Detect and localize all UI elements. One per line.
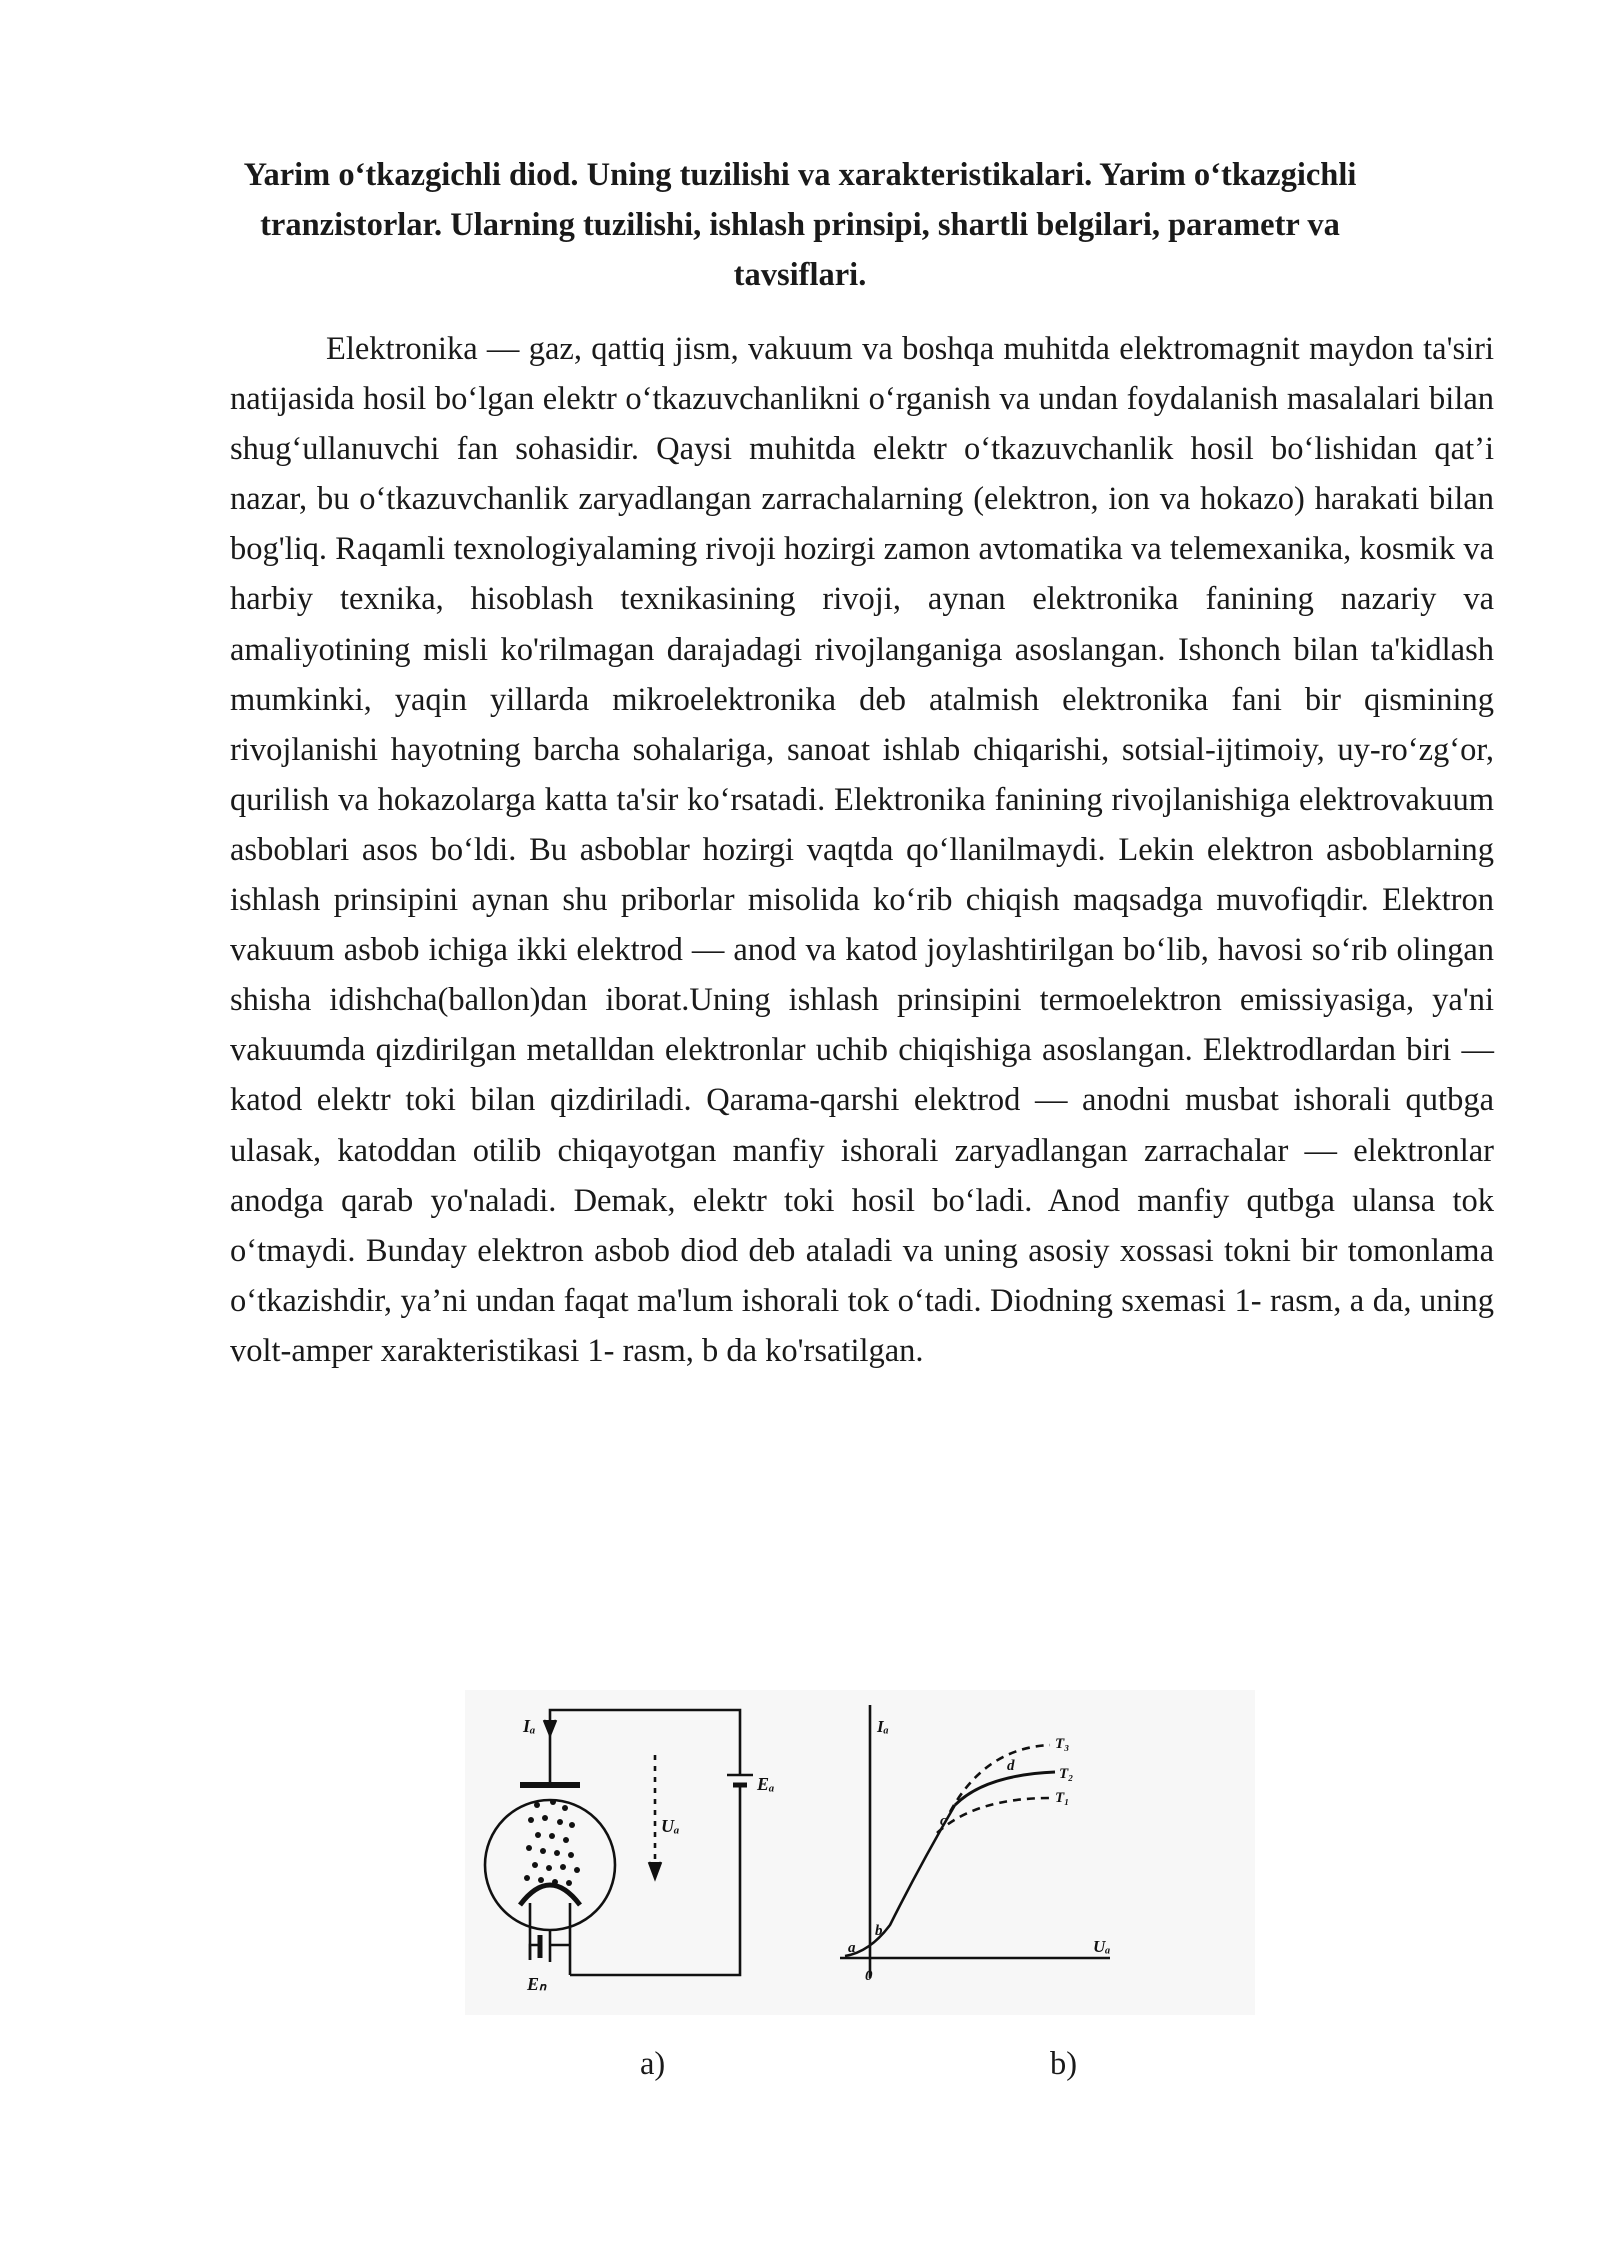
- graph-label-ua: Uₐ: [1093, 1937, 1111, 1956]
- circuit-label-en: Eₙ: [527, 1974, 547, 1994]
- diode-figure: [465, 1690, 1255, 2015]
- curve-rise: [845, 1805, 955, 1956]
- return-wire: [595, 1785, 740, 1975]
- ia-arrow: [544, 1720, 556, 1735]
- figure-caption-a: a): [640, 2046, 666, 2082]
- body-paragraph: Elektronika — gaz, qattiq jism, vakuum va boshqa muhitda elektromagnit maydon ta'siri natijasida hosil bo‘lgan elektr o‘tkazuvchanlikni o‘rganish va undan foydalanish masalalari bilan shug‘ullanuvchi fan sohasidir. Qaysi muhitda elektr o‘tkazuvchanlik hosil bo‘lishidan qat’i nazar, bu o‘tkazuvchanlik zaryadlangan zarrachalarning (elektron, ion va hokazo) harakati bilan bog'liq. Raqamli texnologiyalaming rivoji hozirgi zamon avtomatika va telemexanika, kosmik va harbiy texnika, hisoblash texnikasining rivoji, aynan elektronika fanining nazariy va amaliyotining misli ko'rilmagan darajadagi rivojlanganiga asoslangan. Ishonch bilan ta'kidlash mumkinki, yaqin yillarda mikroelektronika deb atalmish elektronika fani bir qismining rivojlanishi hayotning barcha sohalariga, sanoat ishlab chiqarishi, sotsial-ijtimoiy, uy-ro‘zg‘or, qurilish va hokazolarga katta ta'sir ko‘rsatadi. Elektronika fanining rivojlanishiga elektrovakuum asboblari asos bo‘ldi. Bu asboblar hozirgi vaqtda qo‘llanilmaydi. Lekin elektron asboblarning ishlash prinsipini aynan shu priborlar misolida ko‘rib chiqish maqsadga muvofiqdir. Elektron vakuum asbob ichiga ikki elektrod — anod va katod joylashtirilgan bo‘lib, havosi so‘rib olingan shisha idishcha(ballon)dan iborat.Uning ishlash prinsipini termoelektron emissiyasiga, ya'ni vakuumda qizdirilgan metalldan elektronlar uchib chiqishiga asoslangan. Elektrodlardan biri — katod elektr toki bilan qizdiriladi. Qarama-qarshi elektrod — anodni musbat ishorali qutbga ulasak, katoddan otilib chiqayotgan manfiy ishorali zaryadlangan zarrachalar — elektronlar anodga qarab yo'naladi. Demak, elektr toki hosil bo‘ladi. Anod manfiy qutbga ulansa tok o‘tmaydi. Bunday elektron asbob diod deb ataladi va uning asosiy xossasi tokni bir tomonlama o‘tkazishdir, ya’ni undan faqat ma'lum ishorali tok o‘tadi. Diodning sxemasi 1- rasm, a da, uning volt-amper xarakteristikasi 1- rasm, b da ko'rsatilgan.: [230, 331, 1494, 1369]
- graph-point-d: d: [1007, 1758, 1015, 1774]
- graph-label-t3: T₃: [1055, 1736, 1070, 1752]
- diode-figure-drawing: [465, 1690, 1255, 2015]
- graph-label-t2: T₂: [1059, 1766, 1074, 1782]
- circuit-label-ia: Iₐ: [523, 1716, 536, 1736]
- circuit-label-ua: Uₐ: [661, 1816, 680, 1836]
- graph-point-a: a: [848, 1940, 856, 1956]
- vacuum-bulb-icon: [485, 1800, 615, 1930]
- graph-label-t1: T₁: [1055, 1790, 1070, 1806]
- circuit-diagram: [485, 1710, 774, 1994]
- document-title: Yarim o‘tkazgichli diod. Uning tuzilishi va xarakteristikalari. Yarim o‘tkazgichli tranzistorlar. Ularning tuzilishi, ishlash prinsipi, shartli belgilari, parametr va tavsiflari.: [243, 157, 1357, 293]
- cathode-filament: [520, 1885, 580, 1905]
- figure-caption-b: b): [1050, 2046, 1078, 2082]
- volt-ampere-graph: [840, 1705, 1110, 1984]
- curve-t1: [937, 1798, 1050, 1833]
- graph-point-b: b: [875, 1923, 883, 1939]
- curve-t2: [955, 1772, 1055, 1805]
- circuit-label-ea: Eₐ: [757, 1774, 775, 1794]
- graph-label-origin: 0: [865, 1968, 873, 1984]
- graph-label-ia: Iₐ: [877, 1717, 889, 1736]
- electron-cloud: [524, 1799, 580, 1886]
- graph-point-c: c: [940, 1813, 947, 1829]
- anode-wire: [550, 1710, 740, 1785]
